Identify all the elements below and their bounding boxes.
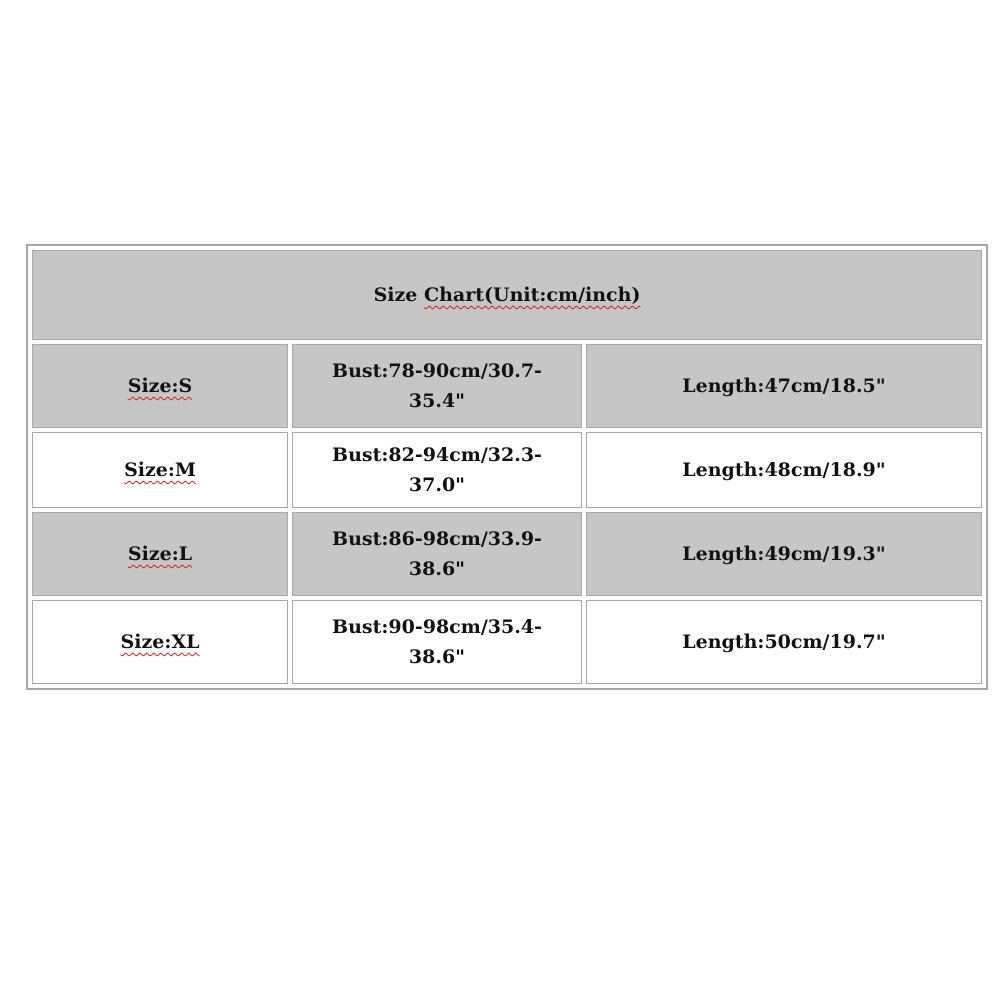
size-cell: [32, 432, 288, 508]
length-cell: [586, 600, 982, 684]
bust-cell: [292, 432, 582, 508]
size-chart-table: [26, 244, 988, 690]
table-row-xl: [32, 600, 982, 684]
table-title: [32, 250, 982, 340]
table-title-prefix: Size: [373, 284, 424, 306]
bust-cell: [292, 512, 582, 596]
size-label: Size:L: [127, 543, 193, 565]
bust-value: Bust:90-98cm/35.4-38.6": [332, 616, 542, 668]
table-title-row: [32, 250, 982, 340]
size-cell: [32, 600, 288, 684]
bust-cell: [292, 600, 582, 684]
bust-cell: [292, 344, 582, 428]
table-title-unit: Chart(Unit:cm/inch): [424, 284, 641, 306]
bust-value: Bust:82-94cm/32.3-37.0": [332, 444, 542, 496]
size-cell: [32, 344, 288, 428]
size-label: Size:S: [127, 375, 193, 397]
length-value: Length:49cm/19.3": [682, 543, 886, 565]
size-label: Size:XL: [120, 631, 200, 653]
table-row-s: [32, 344, 982, 428]
length-cell: [586, 344, 982, 428]
table-row-l: [32, 512, 982, 596]
length-cell: [586, 432, 982, 508]
size-label: Size:M: [124, 459, 196, 481]
bust-value: Bust:86-98cm/33.9-38.6": [332, 528, 542, 580]
bust-value: Bust:78-90cm/30.7-35.4": [332, 360, 542, 412]
size-cell: [32, 512, 288, 596]
length-value: Length:48cm/18.9": [682, 459, 886, 481]
table-row-m: [32, 432, 982, 508]
length-cell: [586, 512, 982, 596]
length-value: Length:50cm/19.7": [682, 631, 886, 653]
length-value: Length:47cm/18.5": [682, 375, 886, 397]
